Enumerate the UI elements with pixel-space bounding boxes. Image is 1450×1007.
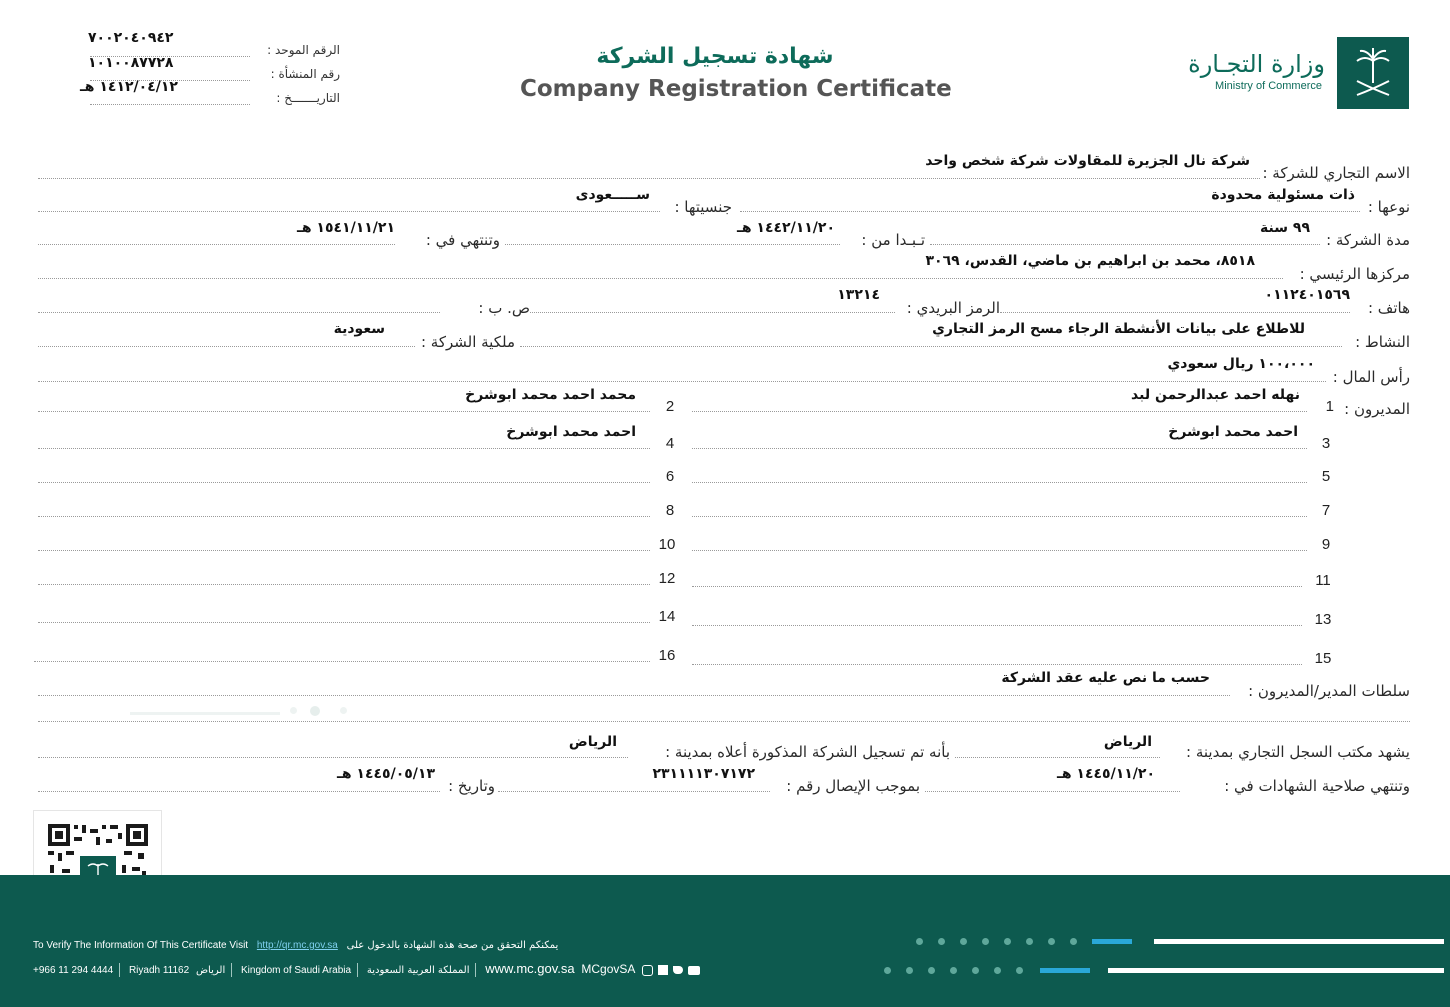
verify-text-en: To Verify The Information Of This Certificate Visit [33,940,249,951]
validity-label: وتنتهي صلاحية الشهادات في : [1224,777,1410,795]
manager-number-15: 15 [1314,650,1332,667]
manager-number-9: 9 [1321,536,1331,553]
facility-number-label: رقم المنشأة : [270,67,340,81]
manager-number-3: 3 [1321,435,1331,452]
start-date-label: تـبـدا من : [861,231,925,249]
footer-country-ar: المملكة العربية السعودية [366,965,470,976]
end-date-value: ١٥٤١/١١/٢١ هـ [297,220,395,236]
footer-city-ar: الرياض [195,965,226,976]
trade-name-label: الاسم التجاري للشركة : [1262,164,1410,182]
manager-number-6: 6 [665,468,675,485]
verify-text-ar: يمكنكم التحقق من صحة هذه الشهادة بالدخول على [346,940,559,951]
ministry-logo [1337,37,1409,109]
social-icons [642,965,699,976]
receipt-label: بموجب الإيصال رقم : [786,777,920,795]
managers-label: المديرون : [1344,400,1410,418]
manager-number-14: 14 [658,608,676,625]
instagram-icon[interactable] [642,965,653,976]
authority-label: سلطات المدير/المديرون : [1248,682,1410,700]
headquarters-value: ٨٥١٨، محمد بن ابراهيم بن ماضي، القدس، ٣٠٦٩ [925,253,1255,269]
headquarters-label: مركزها الرئيسي : [1299,265,1410,283]
verify-line [33,940,558,951]
receipt-value: ٢٣١١١١٣٠٧١٧٢ [652,766,755,782]
palm-swords-emblem-icon [1337,37,1409,109]
certify-city: الرياض [1103,734,1152,750]
type-label: نوعها : [1367,198,1410,216]
footer-city-en: Riyadh 11162 [128,965,190,976]
manager-1-name: نهله احمد عبدالرحمن لبد [1131,387,1300,403]
manager-3-name: احمد محمد ابوشرخ [1168,424,1298,440]
header-date-value: ١٤١٢/٠٤/١٢ هـ [80,79,178,95]
page-title-ar: شهادة تسجيل الشركة [596,44,834,69]
ministry-name-ar: وزارة التجـارة [1188,50,1325,78]
youtube-icon[interactable] [688,966,700,975]
page-title-en: Company Registration Certificate [520,76,952,102]
facebook-icon[interactable] [658,965,668,975]
duration-value: ٩٩ سنة [1260,220,1310,236]
manager-number-13: 13 [1314,611,1332,628]
twitter-icon[interactable] [673,966,683,974]
manager-4-name: احمد محمد ابوشرخ [506,424,636,440]
manager-number-5: 5 [1321,468,1331,485]
certify-label: يشهد مكتب السجل التجاري بمدينة : [1186,743,1410,761]
contact-line [33,961,700,977]
validity-value: ١٤٤٥/١١/٢٠ هـ [1057,766,1155,782]
po-box-label: ص. ب : [478,299,530,317]
manager-number-4: 4 [665,435,675,452]
manager-number-8: 8 [665,502,675,519]
registered-city: الرياض [568,734,617,750]
type-value: ذات مسئولية محدودة [1211,187,1355,203]
footer-country-en: Kingdom of Saudi Arabia [241,965,352,976]
manager-number-7: 7 [1321,502,1331,519]
manager-number-16: 16 [658,647,676,664]
activity-label: النشاط : [1355,333,1410,351]
registered-label: بأنه تم تسجيل الشركة المذكورة أعلاه بمدينة : [665,743,950,761]
ministry-name-en: Ministry of Commerce [1215,80,1322,92]
unified-number-label: الرقم الموحد : [267,43,340,57]
start-date-value: ١٤٤٢/١١/٢٠ هـ [737,220,835,236]
manager-number-11: 11 [1315,572,1331,589]
date2-value: ١٤٤٥/٠٥/١٣ هـ [337,766,435,782]
footer-website-link[interactable]: www.mc.gov.sa [485,961,575,976]
authority-value: حسب ما نص عليه عقد الشركة [1001,670,1210,686]
manager-2-name: محمد احمد محمد ابوشرخ [465,387,636,403]
nationality-label: جنسيتها : [674,198,732,216]
footer-phone: +966 11 294 4444 [33,965,114,976]
facility-number-value: ١٠١٠٠٨٧٧٢٨ [88,55,174,71]
duration-label: مدة الشركة : [1326,231,1410,249]
manager-number-2: 2 [665,398,675,415]
footer-handle: MCgovSA [581,962,636,976]
unified-number-value: ٧٠٠٢٠٤٠٩٤٢ [88,30,174,46]
manager-number-10: 10 [658,536,676,553]
verify-link[interactable]: http://qr.mc.gov.sa [256,940,338,951]
manager-number-1: 1 [1325,398,1334,415]
date2-label: وتاريخ : [448,777,495,795]
nationality-value: ســـــعودى [575,187,650,203]
manager-number-12: 12 [658,570,676,587]
capital-label: رأس المال : [1332,368,1410,386]
end-date-label: وتنتهي في : [425,231,500,249]
header-date-label: التاريـــــــخ : [276,91,340,105]
trade-name-value: شركة نال الجزيرة للمقاولات شركة شخص واحد [925,153,1250,169]
postal-code-value: ١٣٢١٤ [837,287,880,303]
phone-label: هاتف : [1367,299,1410,317]
capital-value: ١٠٠،٠٠٠ ريال سعودي [1167,356,1315,372]
ownership-label: ملكية الشركة : [420,333,515,351]
postal-code-label: الرمز البريدي : [906,299,1000,317]
phone-value: ٠١١٢٤٠١٥٦٩ [1264,287,1350,303]
ownership-value: سعودية [333,321,385,337]
activity-value: للاطلاع على بيانات الأنشطة الرجاء مسح الرمز التجاري [932,321,1305,337]
